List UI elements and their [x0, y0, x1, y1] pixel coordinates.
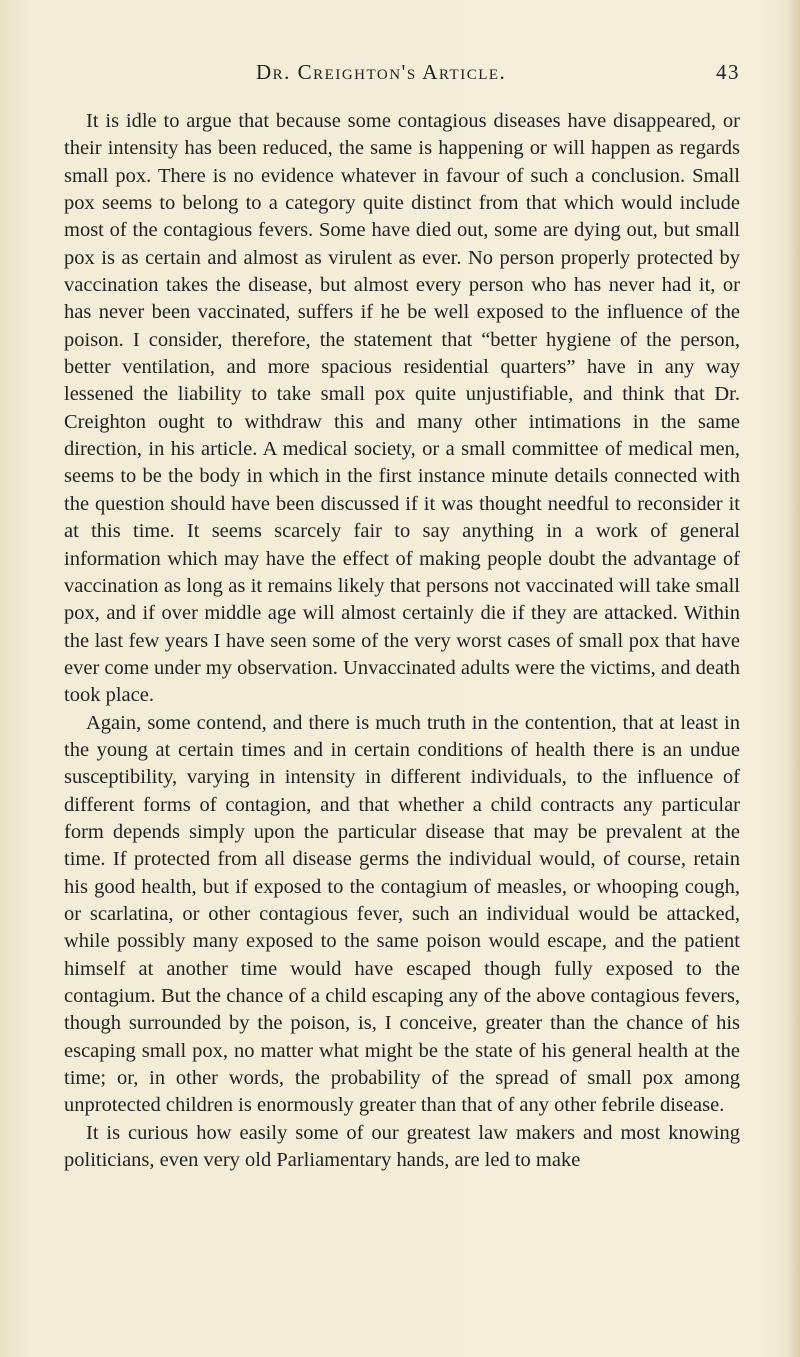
running-head: [64, 60, 740, 90]
page-number: 43: [716, 60, 740, 84]
paragraph-2: Again, some contend, and there is much truth in the contention, that at least in the young at certain times and in certain conditions of health there is an undue susceptibility, varying in intensity in different individuals, to the influence of different forms of contagion, and that whether a child contracts any particular form depends simply upon the particular disease that may be prevalent at the time. If protected from all disease germs the individual would, of course, retain his good health, but if exposed to the contagium of measles, or whooping cough, or scarlatina, or other contagious fever, such an individual would be attacked, while possibly many exposed to the same poison would escape, and the patient himself at another time would have escaped though fully exposed to the contagium. But the chance of a child escaping any of the above contagious fevers, though surrounded by the poison, is, I conceive, greater than the chance of his escaping small pox, no matter what might be the state of his general health at the time; or, in other words, the probability of the spread of small pox among unprotected children is enormously greater than that of any other febrile disease.: [64, 711, 740, 1117]
paragraph-1: It is idle to argue that because some contagious diseases have disappeared, or their intensity has been reduced, the same is happening or will happen as regards small pox. There is no evidence whatever in favour of such a conclusion. Small pox seems to belong to a category quite distinct from that which would include most of the contagious fevers. Some have died out, some are dying out, but small pox is as certain and almost as virulent as ever. No person properly protected by vaccination takes the disease, but almost every person who has never had it, or has never been vaccinated, suffers if he be well exposed to the influence of the poison. I consider, therefore, the statement that “better hygiene of the person, better ventilation, and more spacious residential quarters” have in any way lessened the liability to take small pox quite unjustifiable, and think that Dr. Creighton ought to withdraw this and many other intimations in the same direction, in his article. A medical society, or a small committee of medical men, seems to be the body in which in the first instance minute details connected with the question should have been discussed if it was thought needful to reconsider it at this time. It seems scarcely fair to say anything in a work of general information which may have the effect of making people doubt the advantage of vaccination as long as it remains likely that persons not vaccinated will take small pox, and if over middle age will almost certainly die if they are attacked. Within the last few years I have seen some of the very worst cases of small pox that have ever come under my observation. Unvaccinated adults were the victims, and death took place.: [64, 110, 740, 707]
running-title: Dr. Creighton's Article.: [256, 60, 507, 84]
paragraph-3: It is curious how easily some of our greatest law makers and most knowing politicians, even very old Parliamentary hands, are led to make: [64, 1121, 740, 1172]
body-text: [64, 108, 740, 1174]
page-edge-shadow: [788, 0, 800, 1357]
